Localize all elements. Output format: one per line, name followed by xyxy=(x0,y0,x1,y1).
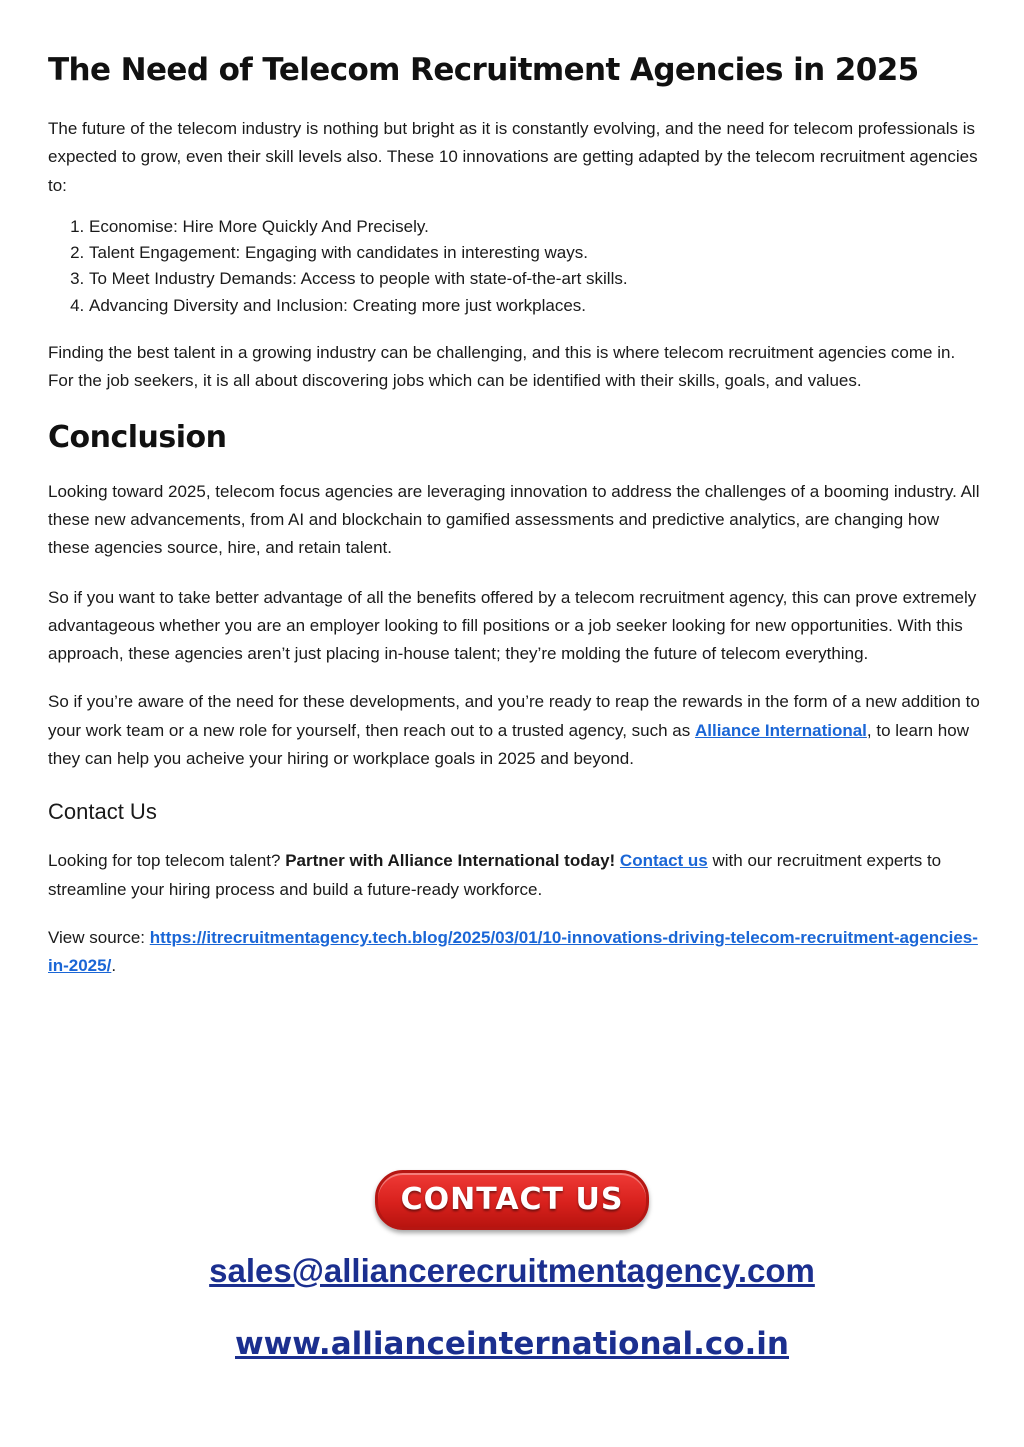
source-period: . xyxy=(111,956,117,976)
source-paragraph xyxy=(48,924,983,981)
list-item: 1. Economise: Hire More Quickly And Precisely. xyxy=(89,214,983,240)
conclusion-paragraph-1: Looking toward 2025, telecom focus agencies are leveraging innovation to address the challenges of a booming industry. All these new advancements, from AI and blockchain to gamified assessments and predictive analytics, are changing how these agencies source, hire, and retain talent. xyxy=(48,481,980,558)
document-page xyxy=(48,0,983,981)
website-link[interactable]: www.allianceinternational.co.in xyxy=(235,1326,789,1362)
paragraph-text: So if you’re aware of the need for these developments, and you’re ready to reap the rewards in the form of a new addition to your work team or a new role for yourself, then reach out to a trusted agency, such as xyxy=(48,692,980,740)
intro-paragraph: The future of the telecom industry is nothing but bright as it is constantly evolving, and the need for telecom professionals is expected to grow, even their skill levels also. These 10 innovations are getting adapted by the telecom recruitment agencies to: xyxy=(48,119,978,195)
source-url-link[interactable]: https://itrecruitmentagency.tech.blog/2025/03/01/10-innovations-driving-telecom-recruitment-agencies-in-2025/ xyxy=(48,927,978,976)
contact-paragraph xyxy=(48,847,983,904)
list-item: 4. Advancing Diversity and Inclusion: Creating more just workplaces. xyxy=(89,293,983,319)
conclusion-heading: Conclusion xyxy=(48,419,227,455)
finding-paragraph: Finding the best talent in a growing industry can be challenging, and this is where telecom recruitment agencies come in. For the job seekers, it is all about discovering jobs which can be identified with their skills, goals, and values. xyxy=(48,343,956,391)
partner-bold-text: Partner with Alliance International today! xyxy=(285,851,616,871)
conclusion-paragraph-2: So if you want to take better advantage of all the benefits offered by a telecom recruitment agency, this can prove extremely advantageous whether you are an employer looking to fill positions or a job seeker looking for new opportunities. With this approach, these agencies aren’t just placing in-house talent; they’re molding the future of telecom everything. xyxy=(48,587,977,664)
cta-section xyxy=(0,1170,1024,1230)
alliance-international-link[interactable]: Alliance International xyxy=(694,720,867,740)
email-link[interactable]: sales@alliancerecruitmentagency.com xyxy=(209,1252,815,1289)
page-title: The Need of Telecom Recruitment Agencies in 2025 xyxy=(48,52,919,88)
paragraph-text: Looking for top telecom talent? xyxy=(48,851,286,871)
contact-us-link[interactable]: Contact us xyxy=(619,851,708,871)
list-item: 3. To Meet Industry Demands: Access to people with state-of-the-art skills. xyxy=(89,266,983,292)
contact-us-button[interactable]: CONTACT US xyxy=(375,1170,649,1230)
innovations-list xyxy=(48,214,983,319)
source-label: View source: xyxy=(48,927,150,947)
list-item: 2. Talent Engagement: Engaging with candidates in interesting ways. xyxy=(89,240,983,266)
contact-heading: Contact Us xyxy=(48,799,157,825)
conclusion-paragraph-3 xyxy=(48,688,983,773)
paragraph-text: with our recruitment experts to streamline your hiring process and build a future-ready workforce. xyxy=(48,851,942,899)
paragraph-text: , to learn how they can help you acheive your hiring or workplace goals in 2025 and beyond. xyxy=(48,720,969,769)
